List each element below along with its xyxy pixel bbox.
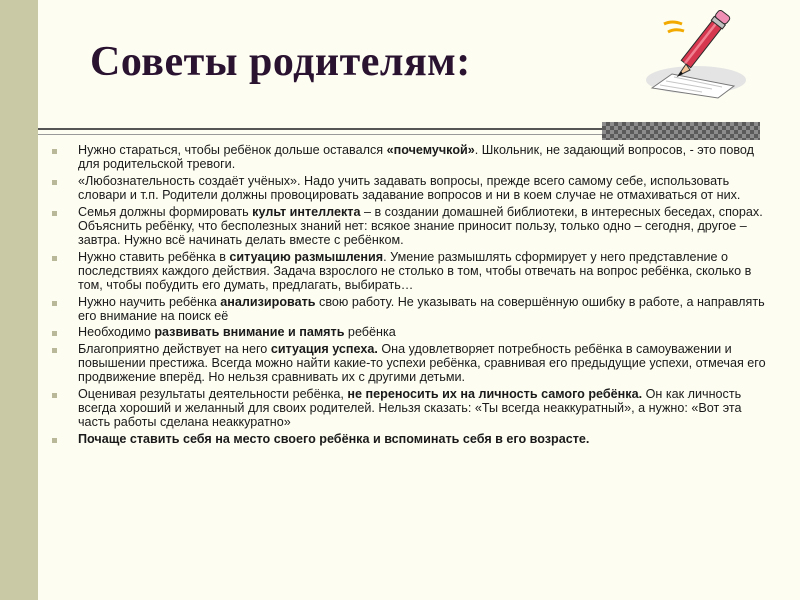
advice-text: Нужно научить ребёнка — [78, 294, 221, 309]
bullet-square-icon — [52, 331, 57, 336]
advice-text: Необходимо — [78, 325, 155, 340]
bullet-square-icon — [52, 301, 57, 306]
bullet-square-icon — [52, 393, 57, 398]
left-side-bar — [0, 0, 38, 600]
bullet-square-icon — [52, 256, 57, 261]
advice-text: . Школьник, не задающий вопросов, - это повод для родительской тревоги. — [78, 143, 754, 172]
advice-text-emphasis: развивать внимание и память — [154, 325, 345, 340]
advice-item — [52, 387, 770, 430]
bullet-square-icon — [52, 180, 57, 185]
checkered-accent-bar — [602, 122, 760, 140]
bullet-square-icon — [52, 149, 57, 154]
slide-title: Советы родителям: — [90, 39, 471, 85]
pencil-on-paper-icon — [642, 10, 752, 100]
advice-text-emphasis: культ интеллекта — [252, 204, 361, 219]
advice-list — [52, 143, 770, 446]
advice-item — [52, 143, 770, 171]
bullet-square-icon — [52, 348, 57, 353]
advice-item — [52, 205, 770, 248]
advice-item — [52, 295, 770, 323]
advice-text: Благоприятно действует на него — [78, 341, 271, 356]
advice-item — [52, 250, 770, 293]
advice-text: Нужно стараться, чтобы ребёнок дольше оставался — [78, 143, 387, 157]
advice-text: Она удовлетворяет потребность ребёнка в самоуважении и повышении престижа. Всегда можно найти какие-то успехи ребёнка, сравнивая его предыдущие успехи, отмечая его продвижение вперёд. Но нельзя сравнивать их с другими детьми. — [78, 341, 766, 385]
advice-text: Семья должны формировать — [78, 204, 253, 219]
advice-item — [52, 325, 770, 339]
advice-text-emphasis: «почемучкой» — [386, 143, 475, 157]
advice-text: ребёнка — [344, 325, 396, 340]
advice-text-emphasis: не переносить их на личность самого ребёнка. — [347, 386, 643, 401]
advice-item — [52, 174, 770, 202]
advice-text-emphasis: Почаще ставить себя на место своего ребёнка и вспоминать себя в его возрасте. — [78, 431, 590, 446]
bullet-square-icon — [52, 211, 57, 216]
advice-text: «Любознательность создаёт учёных». Надо учить задавать вопросы, прежде всего самому себе, использовать словари и т.п. Родители должны провоцировать задавание вопросов и ни в коем случае не отмахиваться от них. — [78, 173, 741, 202]
advice-item — [52, 342, 770, 385]
advice-text: Оценивая результаты деятельности ребёнка, — [78, 386, 348, 401]
advice-text: . Умение размышлять сформирует у него представление о последствиях каждого действия. Задача взрослого не столько в том, чтобы отвечать на вопрос ребёнка, сколько в том, чтобы побудить его думать, предлагать, выбирать… — [78, 249, 752, 292]
bullet-square-icon — [52, 438, 57, 443]
advice-item — [52, 432, 770, 446]
advice-text: Он как личность всегда хороший и желанный для своих родителей. Нельзя сказать: «Ты всегда неаккуратный», а нужно: «Вот эта часть работы сделана неаккуратно» — [78, 386, 742, 430]
advice-text-emphasis: ситуацию размышления — [229, 249, 384, 264]
advice-text: – в создании домашней библиотеки, в интересных беседах, спорах. Объяснить ребёнку, что бесполезных знаний нет: всякое знание приносит пользу, только одно – сегодня, другое – завтра. Нужно всё начинать делать вместе с ребёнком. — [78, 204, 763, 247]
advice-text: Нужно ставить ребёнка в — [78, 249, 230, 264]
advice-text: свою работу. Не указывать на совершённую ошибку в работе, а направлять его внимание на поиск её — [78, 294, 765, 323]
advice-text-emphasis: ситуация успеха. — [270, 341, 378, 356]
advice-text-emphasis: анализировать — [220, 294, 316, 309]
slide-content — [52, 143, 770, 449]
